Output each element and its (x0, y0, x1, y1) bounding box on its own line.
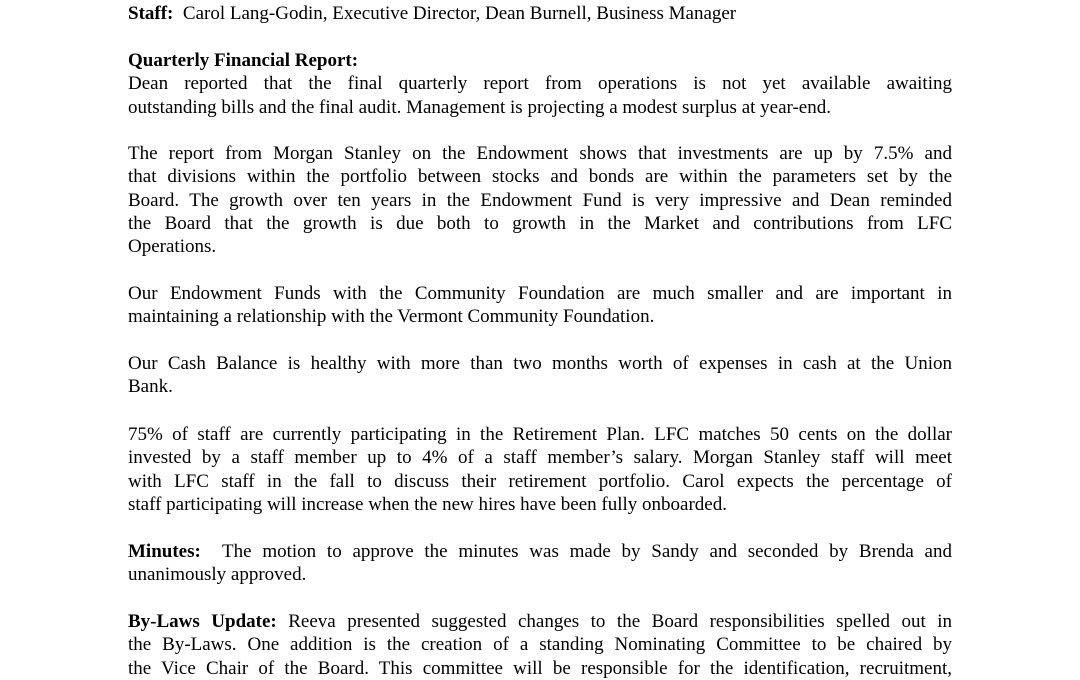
bylaws-text: Reeva presented suggested changes to the Board responsibilities spelled out in (288, 611, 953, 632)
financial-p2-line: Operations. (128, 236, 217, 258)
minutes-section (128, 540, 952, 587)
financial-paragraph-retirement (128, 423, 952, 516)
bylaws-line: the By-Laws. One addition is the creation of a standing Nominating Committee to be chaired by (128, 634, 952, 656)
financial-p5-line: invested by a staff member up to 4% of a staff member’s salary. Morgan Stanley staff will meet (128, 447, 952, 469)
financial-p2-line: Board. The growth over ten years in the Endowment Fund is very impressive and Dean reminded (128, 189, 952, 211)
financial-p5-line: 75% of staff are currently participating in the Retirement Plan. LFC matches 50 cents on the dollar (128, 424, 952, 445)
financial-paragraph-community (128, 282, 952, 329)
staff-label: Staff: (128, 3, 174, 24)
financial-p1-line: Dean reported that the final quarterly report from operations is not yet available awaiting (128, 73, 952, 95)
minutes-text: The motion to approve the minutes was made by Sandy and seconded by Brenda and (222, 541, 952, 562)
financial-heading: Quarterly Financial Report: (128, 50, 359, 71)
staff-text: Carol Lang-Godin, Executive Director, Dean Burnell, Business Manager (182, 3, 737, 24)
financial-p4-line: Bank. (128, 376, 173, 398)
financial-p2-line: the Board that the growth is due both to growth in the Market and contributions from LFC (128, 212, 952, 234)
financial-p3-line: maintaining a relationship with the Vermont Community Foundation. (128, 306, 655, 328)
bylaws-line (128, 610, 952, 633)
minutes-line (128, 540, 952, 563)
staff-section (128, 2, 952, 25)
bylaws-label: By-Laws Update: (128, 611, 277, 632)
financial-p2-line: that divisions within the portfolio between stocks and bonds are within the parameters set by the (128, 166, 952, 188)
financial-paragraph-endowment (128, 142, 952, 258)
minutes-label: Minutes: (128, 541, 201, 562)
financial-p1-line: outstanding bills and the final audit. Management is projecting a modest surplus at year-end. (128, 96, 831, 118)
financial-section (128, 49, 952, 119)
financial-p5-line: staff participating will increase when the new hires have been fully onboarded. (128, 493, 727, 515)
financial-p5-line: with LFC staff in the fall to discuss their retirement portfolio. Carol expects the percentage of (128, 470, 952, 492)
financial-p4-line: Our Cash Balance is healthy with more than two months worth of expenses in cash at the Union (128, 353, 952, 374)
financial-p3-line: Our Endowment Funds with the Community Foundation are much smaller and are important in (128, 283, 952, 304)
minutes-line: unanimously approved. (128, 564, 307, 586)
financial-paragraph-cash (128, 352, 952, 399)
financial-p2-line: The report from Morgan Stanley on the Endowment shows that investments are up by 7.5% and (128, 143, 952, 164)
bylaws-line: the Vice Chair of the Board. This committee will be responsible for the identification, recruitment, (128, 657, 952, 679)
staff-line (128, 2, 952, 25)
bylaws-section (128, 610, 952, 680)
